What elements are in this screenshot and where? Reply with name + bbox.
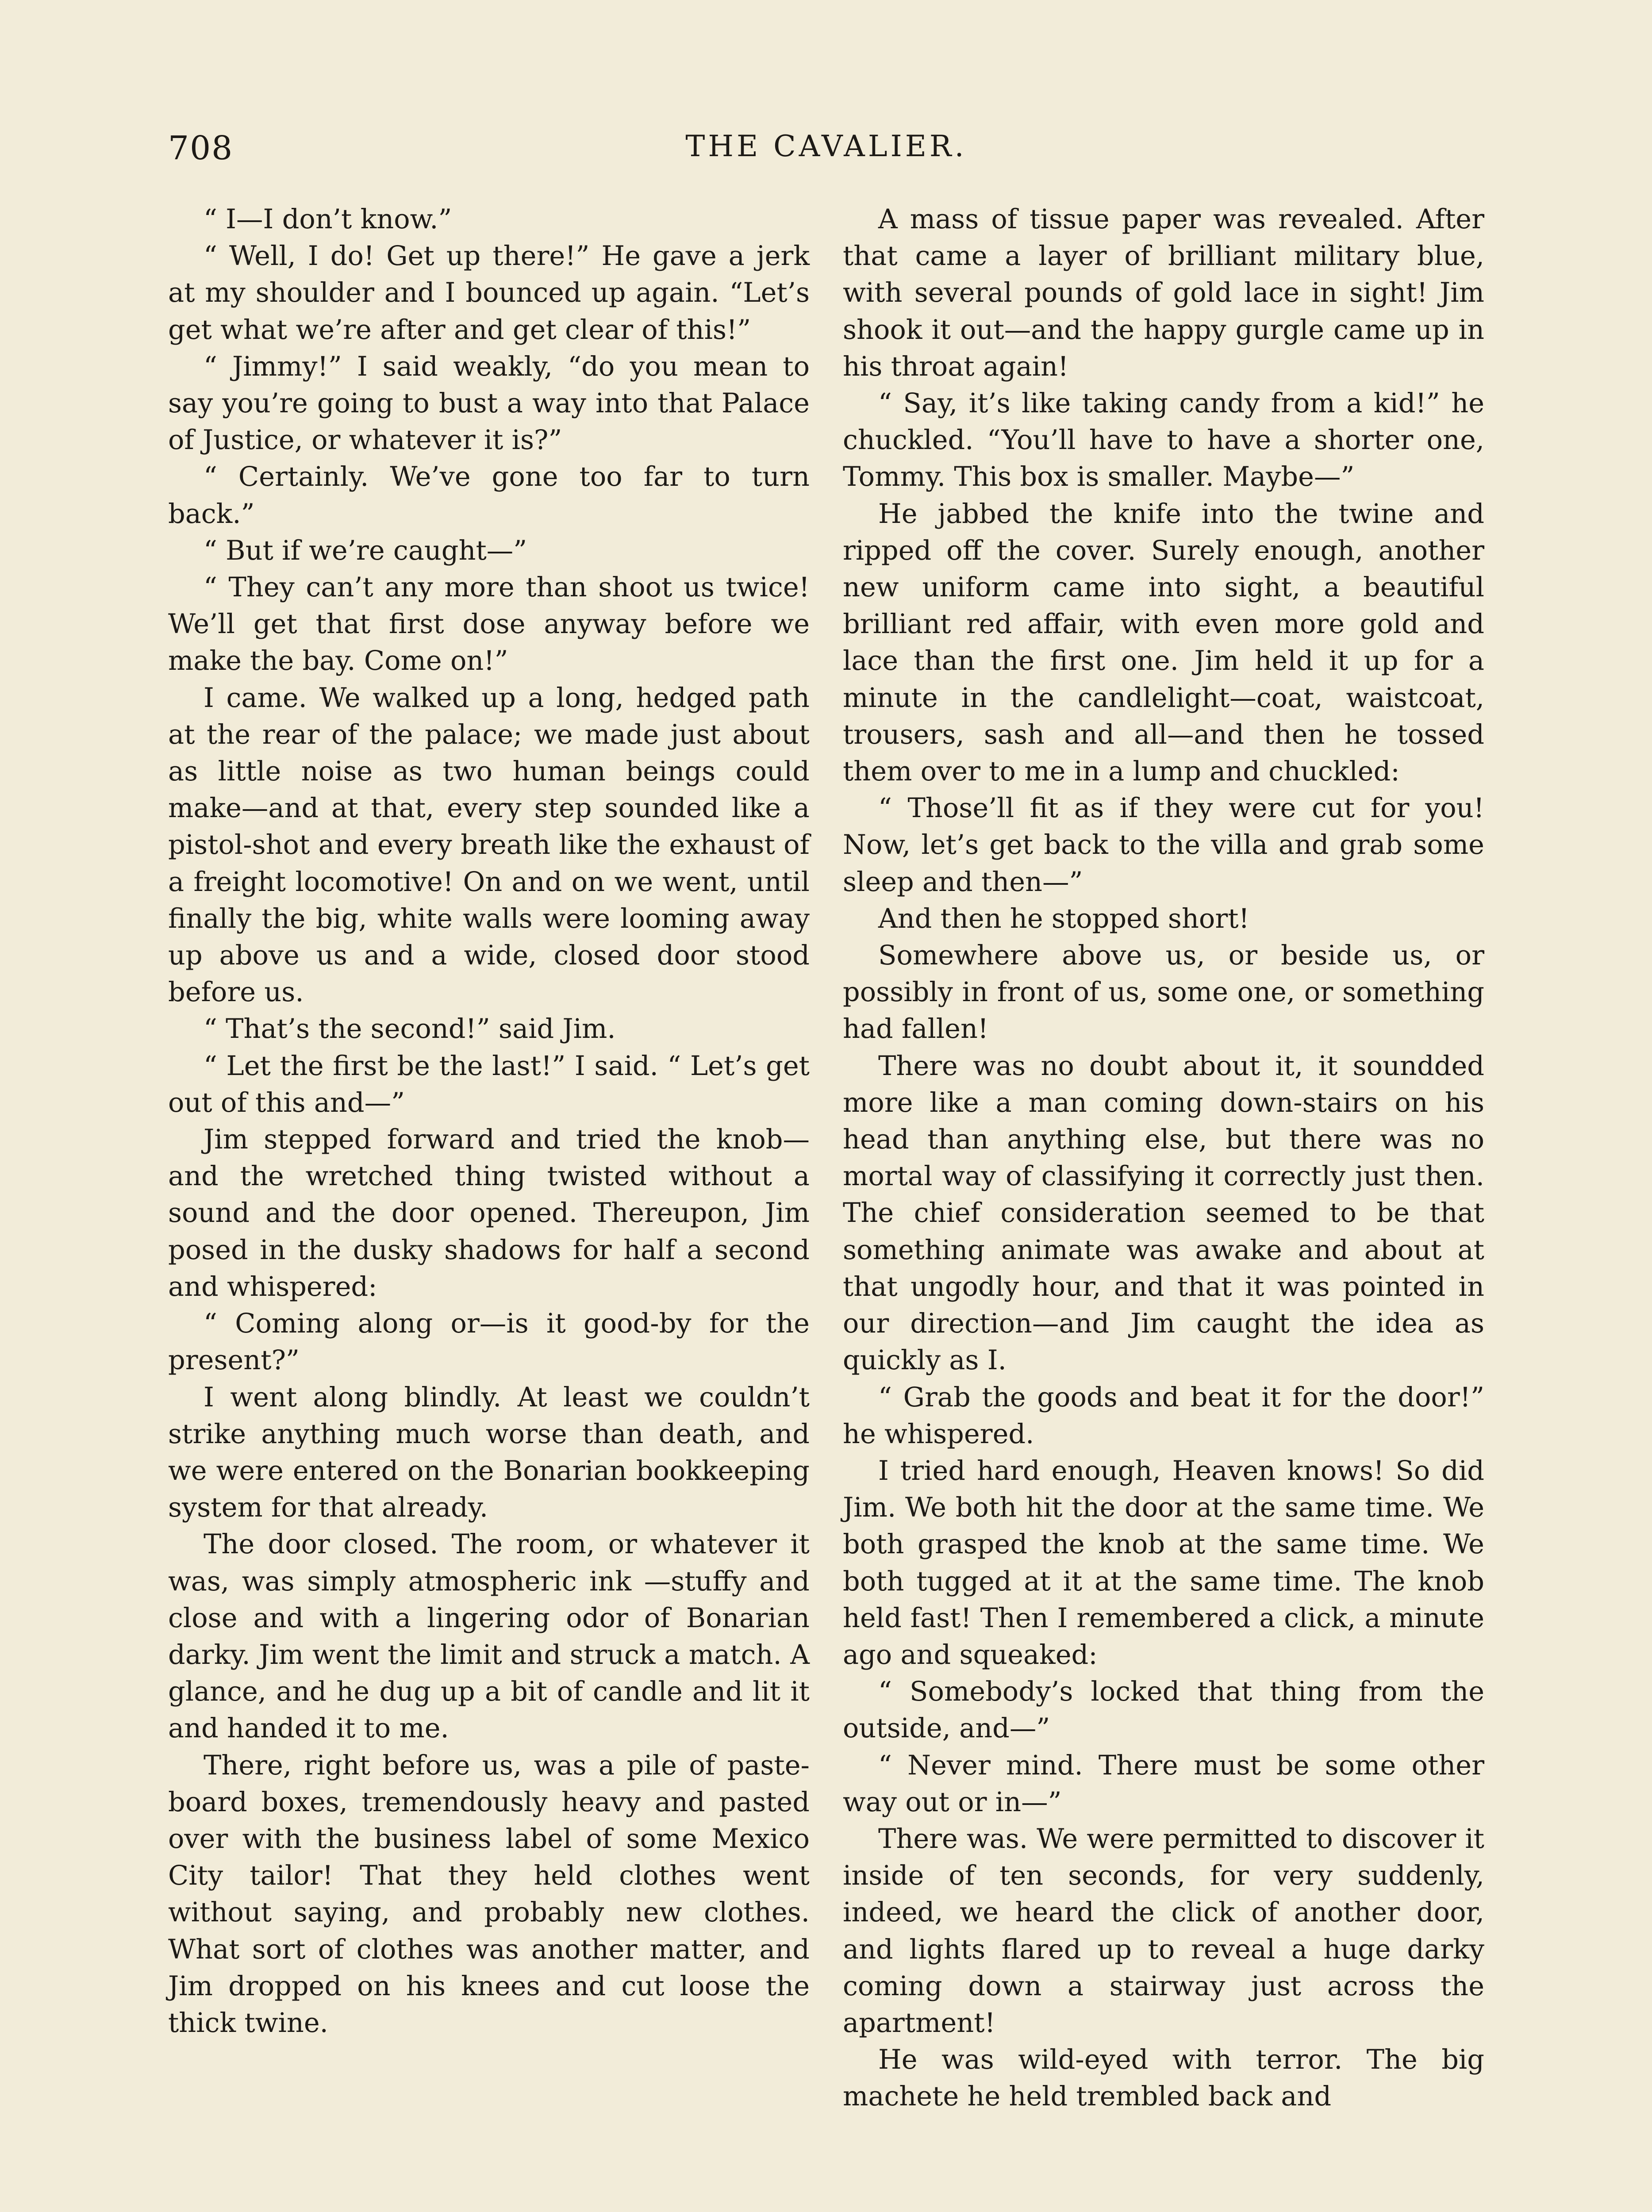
paragraph: He was wild-eyed with terror. The big machete he held trembled back and xyxy=(843,2044,1484,2112)
paragraph: “ Somebody’s locked that thing from the outside, and—” xyxy=(843,1676,1484,1744)
paragraph: “ Grab the goods and beat it for the door!” he whispered. xyxy=(843,1382,1484,1450)
paragraph: “ I—I don’t know.” xyxy=(204,204,452,235)
paragraph: I tried hard enough, Heaven knows! So did Jim. We both hit the door at the same time. We both grasped the knob at the same time. We both tugged at it at the same time. The knob held fast! Then I remembered a click, a minute ago and squeaked: xyxy=(843,1455,1484,1671)
paragraph: “ They can’t any more than shoot us twice! We’ll get that first dose anyway before we make the bay. Come on!” xyxy=(168,572,810,677)
paragraph: A mass of tissue paper was revealed. After that came a layer of brilliant military blue, with several pounds of gold lace in sight! Jim shook it out—and the happy gurgle came up in his throat again! xyxy=(843,204,1484,382)
paragraph: “ Let the first be the last!” I said. “ Let’s get out of this and—” xyxy=(168,1050,810,1118)
paragraph: Jim stepped forward and tried the knob—and the wretched thing twisted without a sound and the door opened. Thereupon, Jim posed in the dusky shadows for half a second and whispered: xyxy=(168,1124,810,1302)
page-number: 708 xyxy=(168,129,234,167)
paragraph: There was. We were permitted to discover it inside of ten seconds, for very suddenly, indeed, we heard the click of another door, and lights flared up to reveal a huge darky coming down a stairway just across the apartment! xyxy=(843,1823,1484,2039)
running-head: THE CAVALIER. xyxy=(685,129,967,163)
paragraph: He jabbed the knife into the twine and ripped off the cover. Surely enough, another new uniform came into sight, a beautiful brilliant red affair, with even more gold and lace than the first one. Jim held it up for a minute in the candlelight—coat, waistcoat, trousers, sash and all—and then he tossed them over to me in a lump and chuckled: xyxy=(843,498,1484,787)
right-column xyxy=(843,201,1484,2116)
paragraph: “ Those’ll fit as if they were cut for you! Now, let’s get back to the villa and grab some sleep and then—” xyxy=(843,793,1484,898)
paragraph: “ Never mind. There must be some other way out or in—” xyxy=(843,1750,1484,1818)
paragraph: “ But if we’re caught—” xyxy=(204,535,527,566)
paragraph: I went along blindly. At least we couldn’t strike anything much worse than death, and we were entered on the Bonarian bookkeeping system for that already. xyxy=(168,1382,810,1524)
paragraph: There, right before us, was a pile of paste-board boxes, tremendously heavy and pasted over with the business label of some Mexico City tailor! That they held clothes went without saying, and probably new clothes. What sort of clothes was another matter, and Jim dropped on his knees and cut loose the thick twine. xyxy=(168,1750,810,2039)
paragraph: And then he stopped short! xyxy=(878,903,1249,934)
paragraph: “ Say, it’s like taking candy from a kid!” he chuckled. “You’ll have to have a shorter one, Tommy. This box is smaller. Maybe—” xyxy=(843,388,1484,493)
paragraph: “ Jimmy!” I said weakly, “do you mean to say you’re going to bust a way into that Palace of Justice, or whatever it is?” xyxy=(168,351,810,456)
left-column xyxy=(168,201,810,2042)
page-header xyxy=(168,129,1484,178)
paragraph: Somewhere above us, or beside us, or possibly in front of us, some one, or something had fallen! xyxy=(843,940,1484,1045)
paragraph: The door closed. The room, or whatever it was, was simply atmospheric ink —stuffy and close and with a lingering odor of Bonarian darky. Jim went the limit and struck a match. A glance, and he dug up a bit of candle and lit it and handed it to me. xyxy=(168,1529,810,1744)
paragraph: I came. We walked up a long, hedged path at the rear of the palace; we made just about as little noise as two human beings could make—and at that, every step sounded like a pistol-shot and every breath like the exhaust of a freight locomotive! On and on we went, until finally the big, white walls were looming away up above us and a wide, closed door stood before us. xyxy=(168,682,810,1008)
paragraph: “ Well, I do! Get up there!” He gave a jerk at my shoulder and I bounced up again. “Let’s get what we’re after and get clear of this!” xyxy=(168,241,810,346)
paragraph: “ Certainly. We’ve gone too far to turn back.” xyxy=(168,461,810,530)
paragraph: There was no doubt about it, it soundded more like a man coming down-stairs on his head than anything else, but there was no mortal way of classifying it correctly just then. The chief consideration seemed to be that something animate was awake and about at that ungodly hour, and that it was pointed in our direction—and Jim caught the idea as quickly as I. xyxy=(843,1050,1484,1376)
paragraph: “ That’s the second!” said Jim. xyxy=(204,1014,616,1045)
paragraph: “ Coming along or—is it good-by for the present?” xyxy=(168,1308,810,1376)
